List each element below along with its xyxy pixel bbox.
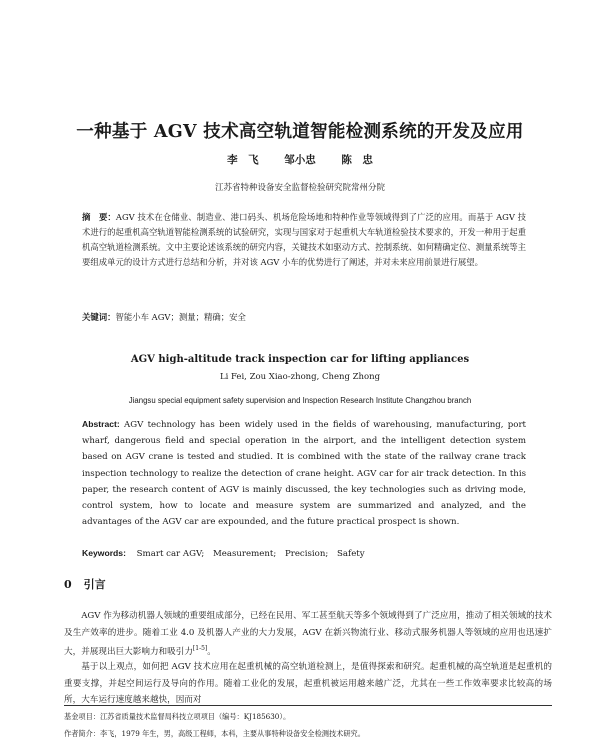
footnote-divider bbox=[64, 705, 552, 706]
keywords-cn-text: 智能小车 AGV；测量；精确；安全 bbox=[115, 312, 246, 322]
keywords-cn bbox=[82, 310, 526, 325]
keyword-en-4: Safety bbox=[337, 549, 365, 559]
section-heading bbox=[64, 576, 106, 592]
affiliation-cn: 江苏省特种设备安全监督检验研究院常州分院 bbox=[214, 183, 385, 193]
keyword-en-2: Measurement; bbox=[212, 549, 277, 559]
body-paragraph-2: 基于以上观点，如何把 AGV 技术应用在起重机械的高空轨道检测上，是值得探索和研究。起重机械的高空轨道是起重机的重要支撑，并起空间运行及导向的作用。随着工业化的发展，起重机被运用越来越广泛，尤其在一些工作效率要求比较高的场所，大车运行速度越来越快，因而对 bbox=[64, 662, 552, 705]
author-2-cn: 邹小忠 bbox=[284, 154, 316, 166]
section-number: 0 bbox=[64, 578, 72, 591]
keywords-cn-label: 关键词： bbox=[82, 312, 116, 322]
paper-title-en: AGV high-altitude track inspection car for lifting appliances bbox=[130, 354, 470, 365]
abstract-cn bbox=[82, 210, 526, 270]
keywords-en-label: Keywords: bbox=[82, 548, 126, 558]
keyword-en-1: Smart car AGV; bbox=[136, 549, 205, 559]
abstract-cn-label: 摘 要： bbox=[82, 212, 116, 222]
keyword-en-3: Precision; bbox=[284, 549, 329, 559]
author-3-cn: 陈 忠 bbox=[341, 154, 373, 166]
authors-cn bbox=[0, 152, 600, 167]
abstract-en bbox=[82, 416, 526, 530]
affiliation-en: Jiangsu special equipment safety supervision and Inspection Research Institute Changzhou branch bbox=[128, 396, 472, 405]
body-paragraph-1-text: AGV 作为移动机器人领域的重要组成部分，已经在民用、军工甚至航天等多个领域得到了广泛应用，推动了相关领域的技术及生产效率的进步。随着工业 4.0 及机器人产业的大力发展，AGV 在新兴物流行业、移动式服务机器人等领域的应用也迅速扩大，并展现出巨大影响力和吸引力 bbox=[64, 611, 552, 657]
abstract-en-label: Abstract: bbox=[82, 419, 120, 429]
footnote-fund: 基金项目：江苏省质量技术监督局科技立项项目（编号：KJ185630）。 bbox=[64, 712, 291, 721]
authors-en: Li Fei, Zou Xiao-zhong, Cheng Zhong bbox=[219, 372, 381, 382]
paper-title-cn: 一种基于 AGV 技术高空轨道智能检测系统的开发及应用 bbox=[76, 122, 524, 142]
section-title: 引言 bbox=[83, 578, 106, 591]
body-paragraph-1 bbox=[64, 608, 552, 660]
keywords-en bbox=[82, 548, 371, 559]
abstract-en-text: AGV technology has been widely used in the fields of warehousing, manufacturing, port wharf, dangerous field and special operation in the airport, and the intelligent detection system based on AGV crane is tested and studied. It is combined with the state of the railway crane track inspection technology to realize the detection of crane height. AGV car for air track detection. In this paper, the research content of AGV is mainly discussed, the key technologies such as driving mode, control system, how to locate and measure system are summarized and analyzed, and the advantages of the AGV car are expounded, and the future practical prospect is shown. bbox=[82, 420, 527, 528]
body-paragraph-1-end: 。 bbox=[207, 646, 216, 657]
abstract-cn-text: AGV 技术在仓储业、制造业、港口码头、机场危险场地和特种作业等领域得到了广泛的应用。而基于 AGV 技术进行的起重机高空轨道智能检测系统的试验研究，实现与国家对于起重机大车轨道检验技术要求的，开发一种用于起重机高空轨道检测系统。文中主要论述该系统的研究内容，关键技术如驱动方式、控制系统、如何精确定位、测量系统等主要组成单元的设计方式进行总结和分析，并对该 AGV 小车的优势进行了阐述，并对未来应用前景进行展望。 bbox=[82, 212, 527, 267]
footnote-author: 作者简介：李飞，1979 年生，男，高级工程师，本科，主要从事特种设备安全检测技术研究。 bbox=[64, 729, 365, 738]
citation-ref: [1-5] bbox=[192, 645, 208, 652]
author-1-cn: 李 飞 bbox=[227, 154, 259, 166]
